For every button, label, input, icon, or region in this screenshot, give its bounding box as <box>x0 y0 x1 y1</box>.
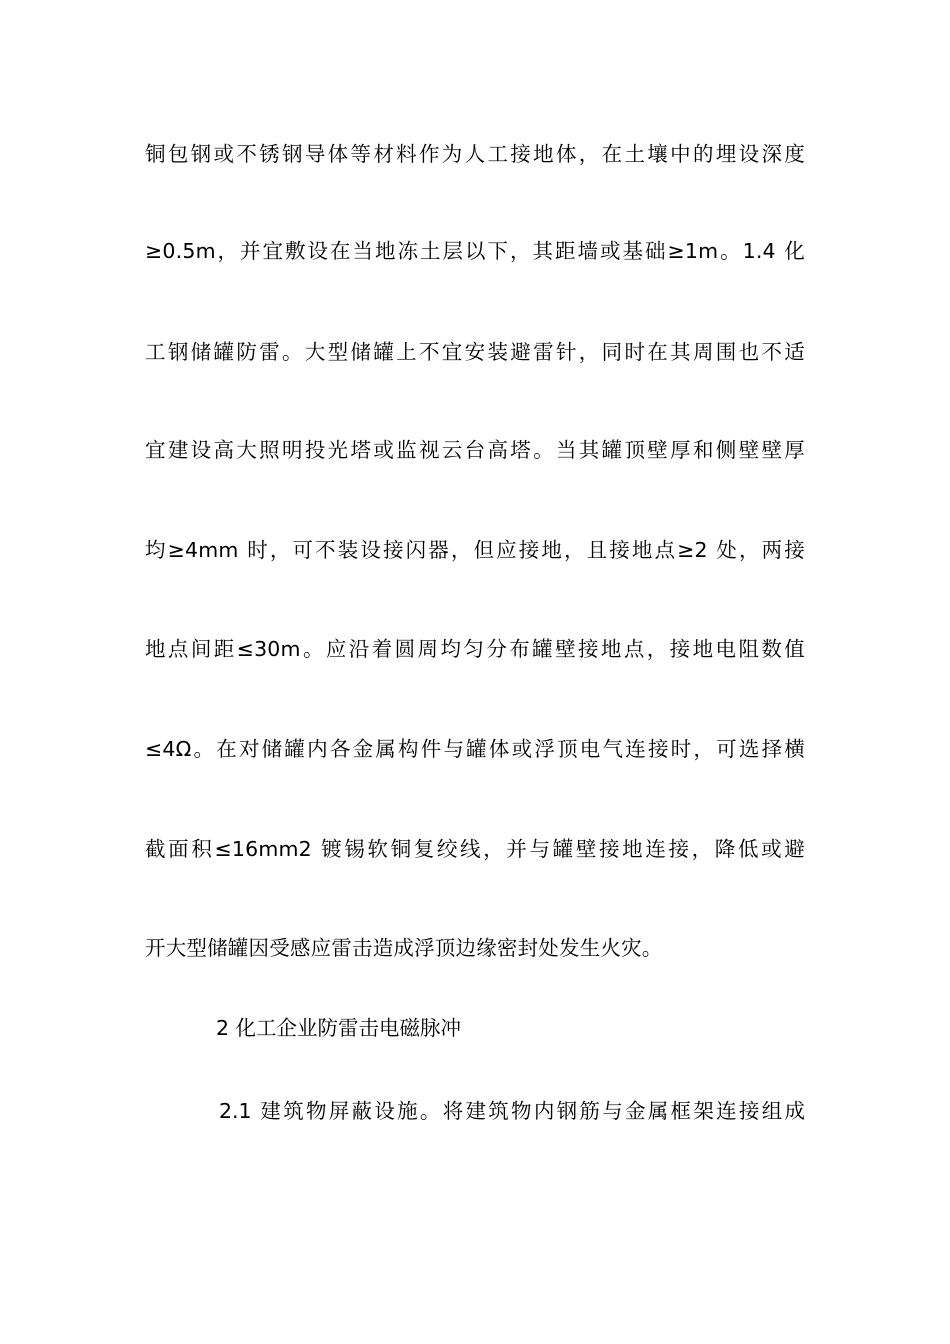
paragraph-line-5: 均≥4mm 时，可不装设接闪器，但应接地，且接地点≥2 处，两接 <box>145 538 805 562</box>
section-heading: 2 化工企业防雷击电磁脉冲 <box>216 1016 462 1040</box>
subsection-line: 2.1 建筑物屏蔽设施。将建筑物内钢筋与金属框架连接组成 <box>219 1099 805 1123</box>
paragraph-line-8: 截面积≤16mm2 镀锡软铜复绞线，并与罐壁接地连接，降低或避 <box>145 837 805 861</box>
paragraph-line-6: 地点间距≤30m。应沿着圆周均匀分布罐壁接地点，接地电阻数值 <box>145 637 805 661</box>
paragraph-line-3: 工钢储罐防雷。大型储罐上不宜安装避雷针，同时在其周围也不适 <box>145 340 805 364</box>
paragraph-line-1: 铜包钢或不锈钢导体等材料作为人工接地体，在土壤中的埋设深度 <box>145 142 805 166</box>
paragraph-line-7: ≤4Ω。在对储罐内各金属构件与罐体或浮顶电气连接时，可选择横 <box>145 737 805 761</box>
paragraph-line-2: ≥0.5m，并宜敷设在当地冻土层以下，其距墙或基础≥1m。1.4 化 <box>145 239 805 263</box>
paragraph-line-4: 宜建设高大照明投光塔或监视云台高塔。当其罐顶壁厚和侧壁壁厚 <box>145 438 805 462</box>
paragraph-line-9: 开大型储罐因受感应雷击造成浮顶边缘密封处发生火灾。 <box>145 936 663 960</box>
